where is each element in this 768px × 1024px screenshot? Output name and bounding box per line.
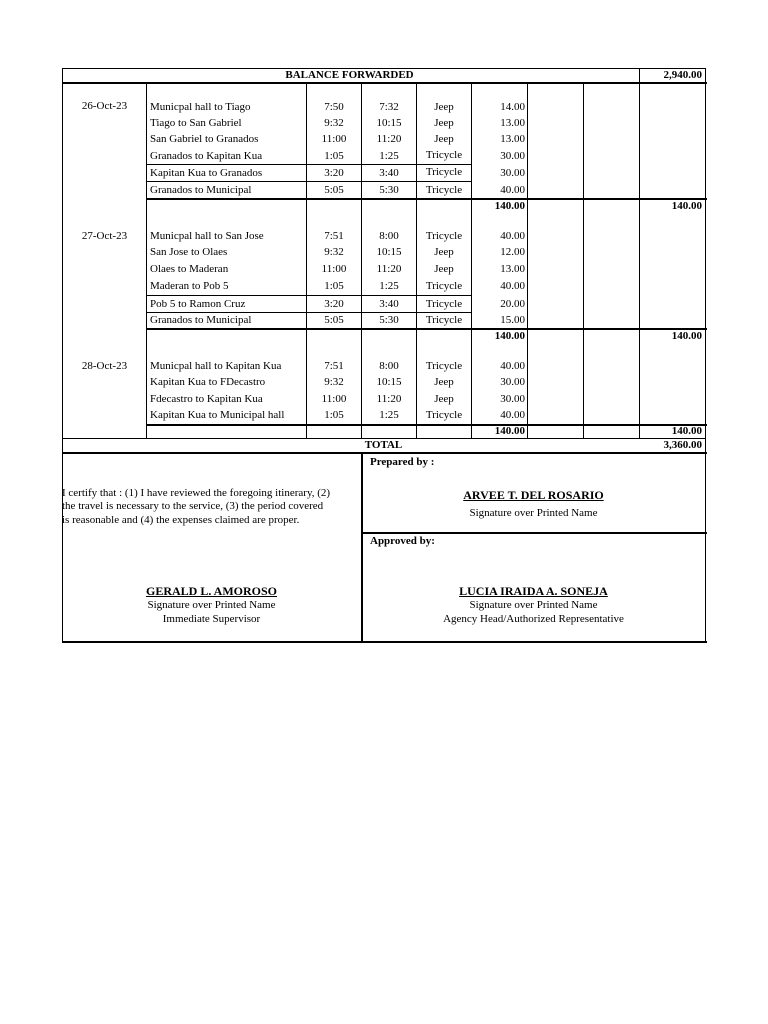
route-cell: Tiago to San Gabriel: [150, 117, 242, 129]
mode-cell: Tricycle: [425, 409, 463, 421]
mode-cell: Tricycle: [425, 314, 463, 326]
arrive-cell: 10:15: [376, 376, 402, 388]
group-subtotal: 140.00: [494, 425, 525, 437]
route-cell: Kapitan Kua to Granados: [150, 167, 263, 179]
arrive-cell: 1:25: [379, 409, 399, 421]
route-cell: Kapitan Kua to FDecastro: [150, 376, 266, 388]
mode-cell: Tricycle: [425, 166, 463, 178]
fare-cell: 30.00: [500, 393, 525, 405]
mode-cell: Jeep: [434, 246, 454, 258]
group-subtotal: 140.00: [494, 200, 525, 212]
total-row-bottom: [62, 452, 707, 454]
route-cell: Granados to Municipal: [150, 184, 252, 196]
route-cell: Pob 5 to Ramon Cruz: [150, 298, 246, 310]
balance-forwarded-label: BALANCE FORWARDED: [285, 69, 414, 81]
depart-cell: 11:00: [321, 393, 347, 405]
mode-cell: Jeep: [434, 376, 454, 388]
depart-cell: 1:05: [324, 409, 344, 421]
arrive-cell: 11:20: [376, 263, 402, 275]
mode-cell: Jeep: [434, 133, 454, 145]
approved-by-caption: Signature over Printed Name: [469, 599, 598, 611]
g2-subtotal-top: [146, 328, 707, 330]
group-total: 140.00: [671, 200, 702, 212]
group-total: 140.00: [671, 425, 702, 437]
depart-cell: 9:32: [324, 117, 344, 129]
approved-by-label: Approved by:: [370, 535, 435, 547]
group-date: 28-Oct-23: [81, 360, 128, 372]
fare-cell: 13.00: [500, 133, 525, 145]
approved-by-title: Agency Head/Authorized Representative: [443, 613, 624, 625]
route-cell: Granados to Municipal: [150, 314, 252, 326]
g2-line-b: [146, 312, 471, 313]
col-line-extra3: [639, 83, 640, 438]
certification-line: is reasonable and (4) the expenses claimed are proper.: [62, 514, 300, 526]
certification-line: the travel is necessary to the service, (3) the period covered: [62, 500, 324, 512]
mode-cell: Jeep: [434, 117, 454, 129]
balance-forwarded-amount: 2,940.00: [663, 69, 702, 81]
g2-line-a: [146, 295, 471, 296]
mode-cell: Tricycle: [425, 184, 463, 196]
group-date: 26-Oct-23: [81, 100, 128, 112]
route-cell: Municpal hall to Kapitan Kua: [150, 360, 282, 372]
route-cell: San Jose to Olaes: [150, 246, 228, 258]
depart-cell: 9:32: [324, 376, 344, 388]
depart-cell: 7:51: [324, 360, 344, 372]
supervisor-name: GERALD L. AMOROSO: [145, 584, 277, 598]
fare-cell: 30.00: [500, 376, 525, 388]
col-line-extra1: [527, 83, 528, 438]
depart-cell: 1:05: [324, 150, 344, 162]
depart-cell: 7:50: [324, 101, 344, 113]
fare-cell: 12.00: [500, 246, 525, 258]
route-cell: Municpal hall to Tiago: [150, 101, 251, 113]
depart-cell: 11:00: [321, 263, 347, 275]
mode-cell: Jeep: [434, 393, 454, 405]
arrive-cell: 1:25: [379, 150, 399, 162]
arrive-cell: 5:30: [379, 184, 399, 196]
fare-cell: 30.00: [500, 150, 525, 162]
route-cell: Municpal hall to San Jose: [150, 230, 264, 242]
depart-cell: 5:05: [324, 314, 344, 326]
fare-cell: 30.00: [500, 167, 525, 179]
depart-cell: 11:00: [321, 133, 347, 145]
g1-line-b: [146, 181, 471, 182]
route-cell: Granados to Kapitan Kua: [150, 150, 263, 162]
prepared-by-name: ARVEE T. DEL ROSARIO: [463, 488, 604, 502]
mode-cell: Tricycle: [425, 149, 463, 161]
fare-cell: 13.00: [500, 263, 525, 275]
group-total: 140.00: [671, 330, 702, 342]
arrive-cell: 5:30: [379, 314, 399, 326]
group-date: 27-Oct-23: [81, 230, 128, 242]
arrive-cell: 10:15: [376, 117, 402, 129]
mode-cell: Jeep: [434, 101, 454, 113]
approved-by-name: LUCIA IRAIDA A. SONEJA: [459, 584, 608, 598]
supervisor-caption: Signature over Printed Name: [147, 599, 276, 611]
balance-row-bottom: [62, 82, 707, 84]
g1-subtotal-top: [146, 198, 707, 200]
frame-bottom: [62, 641, 707, 643]
frame-left: [62, 68, 63, 642]
route-cell: Maderan to Pob 5: [150, 280, 229, 292]
route-cell: San Gabriel to Granados: [150, 133, 259, 145]
arrive-cell: 11:20: [376, 133, 402, 145]
fare-cell: 20.00: [500, 298, 525, 310]
arrive-cell: 3:40: [379, 167, 399, 179]
prepared-by-label: Prepared by :: [370, 456, 435, 468]
arrive-cell: 8:00: [379, 360, 399, 372]
prepared-by-caption: Signature over Printed Name: [469, 507, 598, 519]
supervisor-title: Immediate Supervisor: [162, 613, 261, 625]
fare-cell: 40.00: [500, 280, 525, 292]
mode-cell: Tricycle: [425, 230, 463, 242]
depart-cell: 5:05: [324, 184, 344, 196]
arrive-cell: 10:15: [376, 246, 402, 258]
certification-line: I certify that : (1) I have reviewed the foregoing itinerary, (2): [62, 487, 331, 499]
depart-cell: 7:51: [324, 230, 344, 242]
col-line-extra2: [583, 83, 584, 438]
mode-cell: Tricycle: [425, 298, 463, 310]
fare-cell: 15.00: [500, 314, 525, 326]
g3-subtotal-top: [146, 424, 707, 426]
grand-total-label: TOTAL: [364, 439, 403, 451]
depart-cell: 9:32: [324, 246, 344, 258]
arrive-cell: 11:20: [376, 393, 402, 405]
fare-cell: 40.00: [500, 184, 525, 196]
route-cell: Fdecastro to Kapitan Kua: [150, 393, 263, 405]
mode-cell: Jeep: [434, 263, 454, 275]
fare-cell: 13.00: [500, 117, 525, 129]
sig-mid-line: [361, 532, 707, 534]
arrive-cell: 7:32: [379, 101, 399, 113]
mode-cell: Tricycle: [425, 360, 463, 372]
grand-total-amount: 3,360.00: [663, 439, 702, 451]
route-cell: Kapitan Kua to Municipal hall: [150, 409, 285, 421]
frame-right: [705, 68, 706, 642]
col-line-route: [146, 83, 147, 438]
fare-cell: 40.00: [500, 360, 525, 372]
fare-cell: 14.00: [500, 101, 525, 113]
arrive-cell: 3:40: [379, 298, 399, 310]
arrive-cell: 8:00: [379, 230, 399, 242]
depart-cell: 3:20: [324, 298, 344, 310]
depart-cell: 1:05: [324, 280, 344, 292]
arrive-cell: 1:25: [379, 280, 399, 292]
group-subtotal: 140.00: [494, 330, 525, 342]
depart-cell: 3:20: [324, 167, 344, 179]
route-cell: Olaes to Maderan: [150, 263, 229, 275]
fare-cell: 40.00: [500, 409, 525, 421]
mode-cell: Tricycle: [425, 280, 463, 292]
fare-cell: 40.00: [500, 230, 525, 242]
g1-line-a: [146, 164, 471, 165]
